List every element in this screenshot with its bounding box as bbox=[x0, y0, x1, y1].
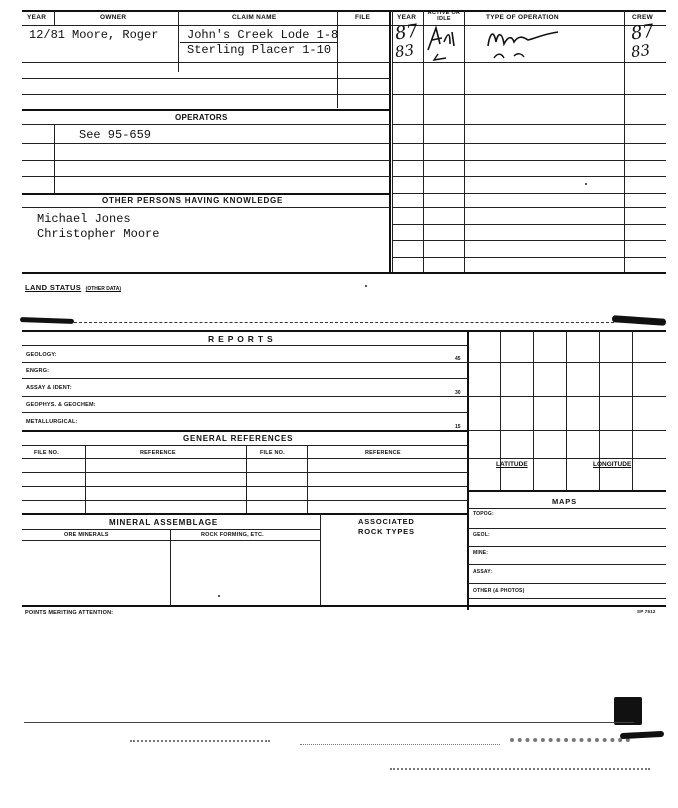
entry-date: 12/81 bbox=[29, 28, 66, 42]
grid-line bbox=[632, 330, 633, 490]
row-line bbox=[22, 345, 468, 346]
row-line bbox=[392, 143, 666, 144]
scan-noise bbox=[130, 740, 270, 742]
operators-title: OPERATORS bbox=[175, 113, 228, 122]
col-claim-header: CLAIM NAME bbox=[232, 14, 277, 21]
report-assay-num: 30 bbox=[455, 390, 461, 396]
divider bbox=[85, 445, 86, 513]
row-line bbox=[22, 62, 390, 63]
scan-noise bbox=[390, 768, 650, 770]
row-line bbox=[22, 472, 468, 473]
land-status-sub: (OTHER DATA) bbox=[85, 286, 122, 292]
row-line bbox=[22, 378, 468, 379]
report-metallurgical-num: 15 bbox=[455, 424, 461, 430]
row-line bbox=[180, 42, 337, 43]
map-assay-label: ASSAY: bbox=[473, 569, 493, 575]
form-number: SP 7512 bbox=[637, 609, 656, 614]
handwritten-year-2: 83 bbox=[393, 40, 416, 62]
row-line bbox=[468, 564, 666, 565]
assoc-rock-title-2: ROCK TYPES bbox=[358, 527, 415, 536]
ref-col-ref1: REFERENCE bbox=[140, 450, 176, 456]
top-border bbox=[22, 10, 666, 12]
scan-smudge bbox=[20, 317, 74, 324]
scan-noise bbox=[300, 744, 500, 745]
assoc-rock-title-1: ASSOCIATED bbox=[358, 517, 415, 526]
divider bbox=[307, 445, 308, 513]
section-rule bbox=[22, 109, 390, 111]
section-rule bbox=[22, 513, 468, 515]
handwritten-crew-2: 83 bbox=[629, 40, 652, 62]
row-line bbox=[22, 500, 468, 501]
row-line bbox=[22, 176, 390, 177]
col-active-header: ACTIVE OR IDLE bbox=[427, 10, 461, 22]
col-owner-header: OWNER bbox=[100, 14, 127, 21]
grid-line bbox=[566, 330, 567, 490]
row-line bbox=[22, 207, 390, 208]
grid-line bbox=[533, 330, 534, 490]
row-line bbox=[22, 160, 390, 161]
row-line bbox=[22, 94, 390, 95]
row-line bbox=[392, 207, 666, 208]
report-assay-label: ASSAY & IDENT: bbox=[26, 385, 72, 391]
scan-speck bbox=[365, 285, 367, 287]
divider bbox=[624, 10, 625, 272]
latitude-label: LATITUDE bbox=[496, 461, 528, 468]
row-line bbox=[392, 193, 666, 194]
row-line bbox=[392, 224, 666, 225]
row-line bbox=[392, 257, 666, 258]
handwritten-crew-1: 87 bbox=[629, 20, 656, 45]
row-line bbox=[22, 529, 320, 530]
scan-smudge bbox=[612, 315, 666, 326]
ref-col-file1: FILE NO. bbox=[34, 450, 59, 456]
longitude-label: LONGITUDE bbox=[593, 461, 632, 468]
report-geology-num: 45 bbox=[455, 356, 461, 362]
row-line bbox=[22, 143, 390, 144]
land-status-label bbox=[25, 277, 121, 295]
divider bbox=[320, 513, 321, 605]
points-meriting-label: POINTS MERITING ATTENTION: bbox=[25, 610, 114, 616]
scan-line bbox=[24, 722, 634, 723]
row-line bbox=[468, 546, 666, 547]
land-status-title: LAND STATUS bbox=[25, 283, 82, 292]
row-line bbox=[22, 396, 468, 397]
ref-col-ref2: REFERENCE bbox=[365, 450, 401, 456]
fold-line bbox=[74, 322, 614, 323]
divider bbox=[54, 124, 55, 194]
row-line bbox=[392, 160, 666, 161]
row-line bbox=[22, 458, 468, 459]
map-mine-label: MINE: bbox=[473, 550, 489, 556]
row-line bbox=[392, 176, 666, 177]
row-line bbox=[22, 540, 320, 541]
col-year-header: YEAR bbox=[27, 14, 47, 21]
row-line bbox=[392, 94, 666, 95]
section-rule bbox=[22, 605, 666, 607]
grid-line bbox=[468, 458, 666, 459]
report-metallurgical-label: METALLURGICAL: bbox=[26, 419, 78, 425]
report-geology-label: GEOLOGY: bbox=[26, 352, 57, 358]
row-line bbox=[468, 598, 666, 599]
col-file-header: FILE bbox=[355, 14, 371, 21]
section-rule bbox=[22, 193, 390, 195]
reports-top-rule bbox=[22, 330, 666, 332]
row-line bbox=[468, 528, 666, 529]
section-rule bbox=[22, 430, 468, 432]
person-name: Christopher Moore bbox=[37, 227, 160, 241]
row-line bbox=[468, 508, 666, 509]
scan-noise bbox=[510, 738, 630, 742]
row-line bbox=[22, 445, 468, 446]
divider bbox=[54, 10, 55, 26]
rock-forming-header: ROCK FORMING, ETC. bbox=[201, 532, 264, 538]
entry-claim-2: Sterling Placer 1-10 bbox=[187, 43, 332, 57]
operators-value: See 95-659 bbox=[79, 128, 152, 142]
row-line bbox=[22, 362, 468, 363]
map-other-label: OTHER (& PHOTOS) bbox=[473, 588, 525, 594]
entry-claim-1: John's Creek Lode 1-8 bbox=[187, 28, 339, 42]
col-type-header: TYPE OF OPERATION bbox=[486, 14, 559, 21]
handwritten-year-1: 87 bbox=[393, 20, 420, 45]
divider bbox=[170, 529, 171, 605]
divider bbox=[389, 10, 391, 272]
row-line bbox=[22, 486, 468, 487]
section-rule bbox=[468, 490, 666, 492]
person-name: Michael Jones bbox=[37, 212, 131, 226]
row-line bbox=[22, 412, 468, 413]
reports-title: R E P O R T S bbox=[208, 334, 274, 344]
grid-line bbox=[468, 396, 666, 397]
row-line bbox=[392, 240, 666, 241]
ore-minerals-header: ORE MINERALS bbox=[64, 532, 109, 538]
scan-speck bbox=[218, 595, 220, 597]
grid-line bbox=[468, 362, 666, 363]
report-engrg-label: ENGRG: bbox=[26, 368, 50, 374]
mineral-title: MINERAL ASSEMBLAGE bbox=[109, 518, 219, 527]
col-crew-header: CREW bbox=[632, 14, 654, 21]
row-line bbox=[22, 78, 390, 79]
divider bbox=[467, 330, 469, 610]
row-line bbox=[22, 124, 390, 125]
row-line bbox=[392, 124, 666, 125]
maps-title: MAPS bbox=[552, 497, 577, 506]
map-geol-label: GEOL: bbox=[473, 532, 490, 538]
ref-col-file2: FILE NO. bbox=[260, 450, 285, 456]
scan-speck bbox=[585, 183, 587, 185]
scan-smudge bbox=[620, 731, 664, 739]
row-line bbox=[468, 583, 666, 584]
divider bbox=[246, 445, 247, 513]
scan-artifact bbox=[614, 697, 642, 725]
report-geophys-label: GEOPHYS. & GEOCHEM: bbox=[26, 402, 96, 408]
map-topog-label: TOPOG: bbox=[473, 511, 494, 517]
other-persons-title: OTHER PERSONS HAVING KNOWLEDGE bbox=[102, 196, 284, 205]
handwritten-scribbles bbox=[424, 24, 624, 64]
entry-owner: Moore, Roger bbox=[72, 28, 159, 42]
section-rule bbox=[22, 272, 666, 274]
divider bbox=[392, 10, 393, 272]
general-refs-title: GENERAL REFERENCES bbox=[183, 434, 294, 443]
grid-line bbox=[468, 430, 666, 431]
col-year2-header: YEAR bbox=[397, 14, 417, 21]
